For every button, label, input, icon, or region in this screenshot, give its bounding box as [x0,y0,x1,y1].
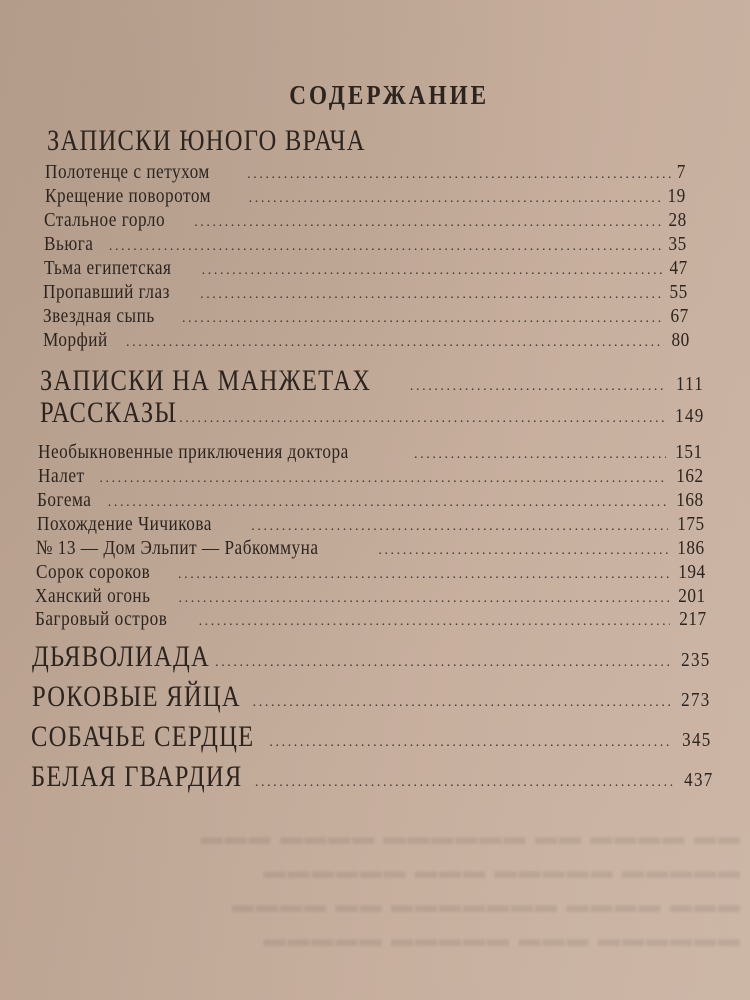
section-page: 345 [681,729,711,751]
leader-dots [126,336,664,350]
entry-title: Пропавший глаз [43,281,170,303]
leader-dots [200,288,662,302]
section-page: 437 [683,769,713,791]
entry-title: Богема [37,489,92,511]
entry-title: Стальное горло [44,209,166,231]
leader-dots [269,736,672,750]
toc-section[interactable] [40,364,704,398]
entry-title: Багровый остров [35,608,168,630]
entry-page: 19 [667,185,686,207]
show-through-text: ▬▬ ▬▬▬▬ ▬▬ ▬▬▬▬▬▬ ▬▬▬▬ ▬▬▬ ▬▬▬▬▬ ▬▬▬▬▬ ▬▬▬ ▬▬▬▬▬▬ ▬▬▬ ▬▬▬▬ ▬▬▬▬▬▬▬ ▬▬ ▬▬▬▬ ▬▬▬▬▬▬ ▬▬▬ ▬▬▬▬▬ ▬▬▬▬▬ [198,824,740,951]
section-heading: ЗАПИСКИ ЮНОГО ВРАЧА [47,124,366,157]
toc-entry[interactable] [44,209,687,233]
entry-title: Сорок сороков [36,561,151,583]
toc-section[interactable] [32,640,710,674]
entry-page: 67 [670,305,689,327]
entry-page: 80 [671,329,690,351]
entry-page: 151 [675,441,703,463]
leader-dots [109,240,661,254]
section-page: 273 [680,689,710,711]
leader-dots [215,656,671,670]
toc-entry[interactable] [35,608,707,632]
entry-page: 168 [676,489,704,511]
section-heading: ДЬЯВОЛИАДА [32,640,211,673]
leader-dots [199,615,671,629]
entry-title: Тьма египетская [44,257,172,279]
leader-dots [249,192,661,206]
leader-dots [179,592,670,606]
section-page: 149 [674,405,704,427]
toc-section[interactable] [32,680,710,714]
toc-entry[interactable] [43,281,688,305]
leader-dots [202,264,663,278]
leader-dots [251,520,668,534]
leader-dots [182,312,663,326]
entry-page: 194 [678,561,706,583]
entry-title: Ханский огонь [35,585,151,607]
entry-page: 201 [678,585,706,607]
entry-page: 28 [668,209,687,231]
leader-dots [253,696,672,710]
toc-entry[interactable] [43,329,690,353]
section-heading: БЕЛАЯ ГВАРДИЯ [31,760,243,793]
leader-dots [410,380,667,394]
leader-dots [194,216,661,230]
page-title: СОДЕРЖАНИЕ [289,80,490,110]
toc-section[interactable] [31,760,713,794]
entry-page: 35 [668,233,687,255]
entry-title: Звездная сыпь [43,305,155,327]
toc-entry[interactable] [44,233,687,257]
leader-dots [108,496,668,510]
entry-page: 217 [679,608,707,630]
leader-dots [247,168,671,182]
leader-dots [414,448,666,462]
toc-entry[interactable] [43,305,689,329]
leader-dots [378,544,668,558]
toc-entry[interactable] [38,441,703,465]
entry-title: Крещение поворотом [45,185,212,207]
section-page: 111 [675,373,704,395]
section-heading: СОБАЧЬЕ СЕРДЦЕ [31,720,255,753]
leader-dots [99,472,667,486]
entry-page: 175 [677,513,705,535]
entry-page: 7 [676,161,686,183]
entry-page: 186 [677,537,705,559]
toc-entry[interactable] [37,513,705,537]
toc-entry[interactable] [45,185,686,209]
section-heading: РАССКАЗЫ [40,396,178,429]
entry-page: 162 [676,465,704,487]
entry-title: Морфий [43,329,108,351]
entry-title: Похождение Чичикова [37,513,212,535]
entry-page: 47 [669,257,688,279]
toc-entry[interactable] [45,161,686,185]
entry-title: Налет [38,465,85,487]
toc-section[interactable] [31,720,711,754]
section-page: 235 [680,649,710,671]
section-heading: ЗАПИСКИ НА МАНЖЕТАХ [40,364,372,397]
toc-entry[interactable] [44,257,688,281]
entry-title: № 13 — Дом Эльпит — Рабкоммуна [36,537,319,559]
entry-page: 55 [669,281,688,303]
section-heading: РОКОВЫЕ ЯЙЦА [32,680,241,713]
entry-title: Вьюга [44,233,94,255]
entry-title: Полотенце с петухом [45,161,210,183]
entry-title: Необыкновенные приключения доктора [38,441,349,463]
toc-entry[interactable] [36,561,706,585]
toc-entry[interactable] [37,489,704,513]
toc-entry[interactable] [36,537,705,561]
leader-dots [173,412,665,426]
toc-entry[interactable] [38,465,704,489]
leader-dots [255,776,675,790]
toc-section[interactable] [40,396,704,430]
toc-entry[interactable] [35,585,706,609]
leader-dots [178,568,669,582]
